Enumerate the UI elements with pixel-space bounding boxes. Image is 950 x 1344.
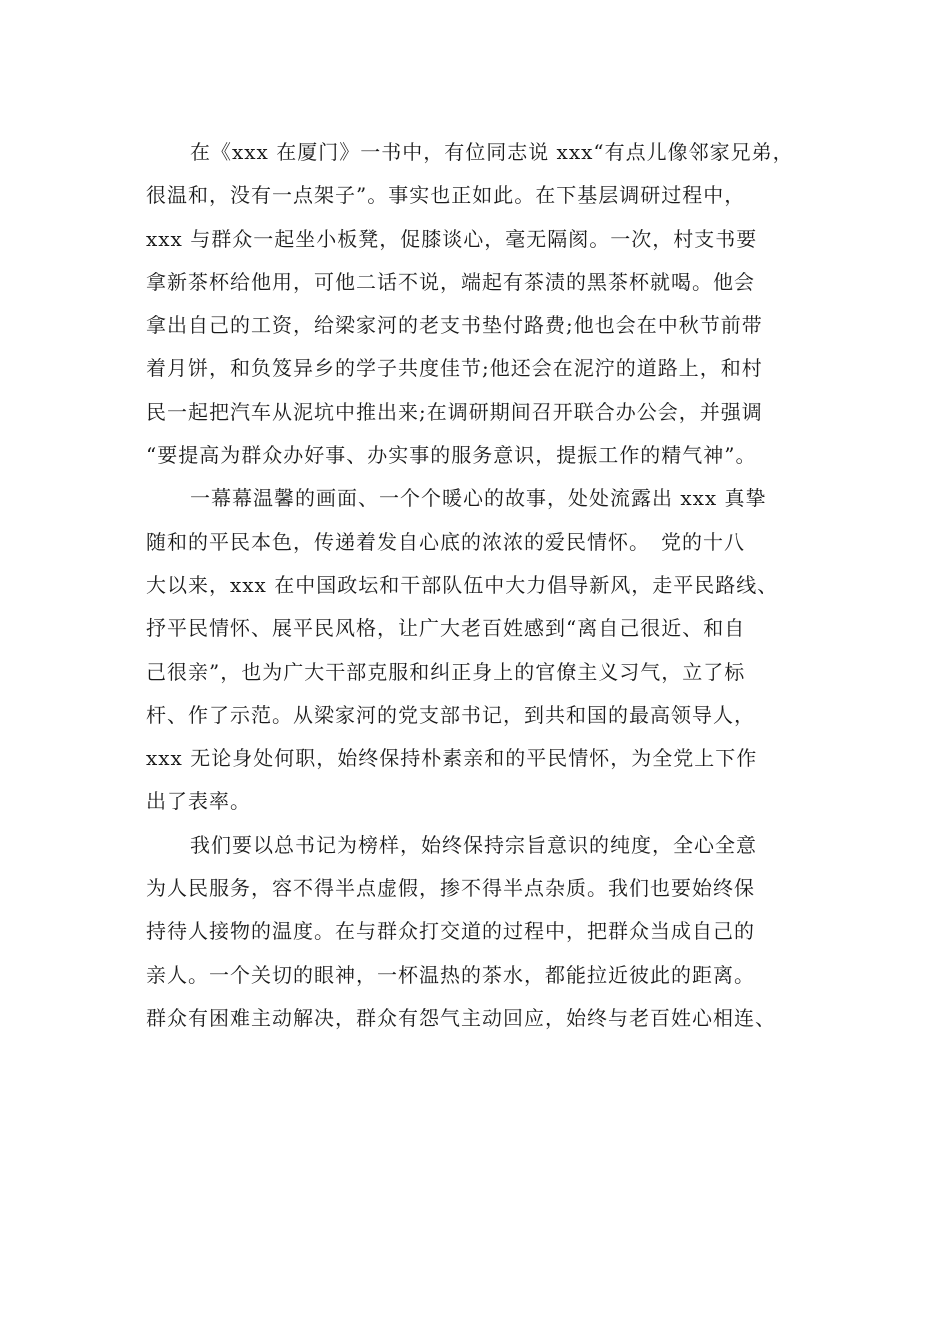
text-line: 杆、作了示范。从梁家河的党支部书记，到共和国的最高领导人， bbox=[146, 702, 755, 727]
text-line: 很温和，没有一点架子”。事实也正如此。在下基层调研过程中， bbox=[146, 183, 746, 208]
text-line: 群众有困难主动解决，群众有怨气主动回应，始终与老百姓心相连、 bbox=[146, 1005, 776, 1030]
text-line: 拿新茶杯给他用，可他二话不说，端起有茶渍的黑茶杯就喝。他会 bbox=[146, 269, 755, 294]
text-line: xxx 与群众一起坐小板凳，促膝谈心，毫无隔阂。一次，村支书要 bbox=[146, 226, 758, 251]
text-line: “要提高为群众办好事、办实事的服务意识，提振工作的精气神”。 bbox=[146, 443, 757, 468]
text-line: 我们要以总书记为榜样，始终保持宗旨意识的纯度，全心全意 bbox=[190, 832, 757, 857]
paragraph-2 bbox=[146, 477, 826, 823]
text-line: 持待人接物的温度。在与群众打交道的过程中，把群众当成自己的 bbox=[146, 919, 755, 944]
paragraph-1 bbox=[146, 131, 826, 477]
text-line: 出了表率。 bbox=[146, 789, 251, 814]
text-line: 随和的平民本色，传递着发自心底的浓浓的爱民情怀。 党的十八 bbox=[146, 529, 745, 554]
text-line: 在《xxx 在厦门》一书中，有位同志说 xxx“有点儿像邻家兄弟， bbox=[190, 140, 794, 164]
text-line: 一幕幕温馨的画面、一个个暖心的故事，处处流露出 xxx 真挚 bbox=[190, 486, 767, 511]
text-line: 民一起把汽车从泥坑中推出来;在调研期间召开联合办公会，并强调 bbox=[146, 399, 763, 424]
text-line: 为人民服务，容不得半点虚假，掺不得半点杂质。我们也要始终保 bbox=[146, 876, 755, 901]
text-line: 着月饼，和负笈异乡的学子共度佳节;他还会在泥泞的道路上，和村 bbox=[146, 356, 763, 381]
paragraph-3 bbox=[146, 824, 826, 1040]
text-line: 大以来，xxx 在中国政坛和干部队伍中大力倡导新风，走平民路线、 bbox=[146, 572, 779, 597]
text-line: 拿出自己的工资，给梁家河的老支书垫付路费;他也会在中秋节前带 bbox=[146, 313, 763, 338]
text-line: 亲人。一个关切的眼神，一杯温热的茶水，都能拉近彼此的距离。 bbox=[146, 962, 755, 987]
text-line: 己很亲”，也为广大干部克服和纠正身上的官僚主义习气，立了标 bbox=[146, 659, 746, 684]
text-line: 抒平民情怀、展平民风格，让广大老百姓感到“离自己很近、和自 bbox=[146, 616, 746, 641]
document-body bbox=[146, 131, 826, 1040]
text-line: xxx 无论身处何职，始终保持朴素亲和的平民情怀，为全党上下作 bbox=[146, 746, 758, 771]
